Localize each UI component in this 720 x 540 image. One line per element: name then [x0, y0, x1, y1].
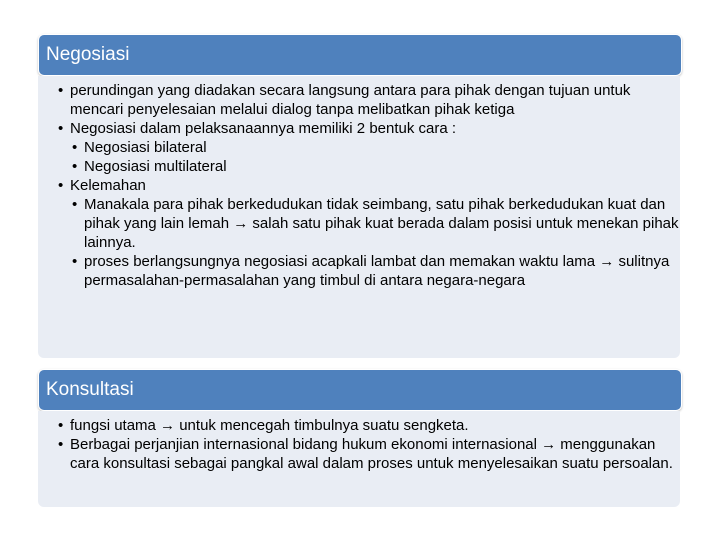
list-item-text: Manakala para pihak berkedudukan tidak seimbang, satu pihak berkedudukan kuat dan pihak yang lain lemah → salah satu pihak kuat berada dalam posisi untuk menekan pihak lainnya. [84, 196, 679, 251]
bullet: • [58, 417, 64, 434]
bullet: • [58, 177, 64, 194]
bullet: • [72, 158, 78, 175]
list-item [72, 195, 680, 252]
list-item [58, 416, 680, 435]
section-header-negosiasi [38, 34, 682, 76]
list-item [72, 252, 680, 290]
list-item-text: fungsi utama → untuk mencegah timbulnya suatu sengketa. [70, 417, 469, 434]
bullet: • [72, 196, 78, 213]
section-header-konsultasi [38, 369, 682, 411]
bullet: • [58, 82, 64, 99]
bullet: • [72, 139, 78, 156]
bullet: • [58, 436, 64, 453]
section-body-negosiasi [38, 76, 680, 358]
list-item [72, 138, 680, 157]
list-item [58, 81, 680, 119]
list-item-text: proses berlangsungnya negosiasi acapkali lambat dan memakan waktu lama → sulitnya permasalahan-permasalahan yang timbul di antara negara-negara [84, 253, 670, 289]
list-item-text: Negosiasi bilateral [84, 139, 207, 156]
list-item [58, 119, 680, 138]
list-item-text: Negosiasi dalam pelaksanaannya memiliki 2 bentuk cara : [70, 120, 457, 137]
list-item-text: Negosiasi multilateral [84, 158, 227, 175]
section-body-konsultasi [38, 411, 680, 507]
list-item [72, 157, 680, 176]
list-item [58, 176, 680, 195]
list-item-text: Berbagai perjanjian internasional bidang hukum ekonomi internasional → menggunakan cara konsultasi sebagai pangkal awal dalam proses untuk menyelesaikan suatu persoalan. [70, 436, 673, 472]
section-title-negosiasi: Negosiasi [46, 44, 130, 65]
bullet: • [72, 253, 78, 270]
list-item [58, 435, 680, 473]
list-item-text: Kelemahan [70, 177, 146, 194]
bullet: • [58, 120, 64, 137]
section-title-konsultasi: Konsultasi [46, 379, 134, 400]
list-item-text: perundingan yang diadakan secara langsung antara para pihak dengan tujuan untuk mencari penyelesaian melalui dialog tanpa melibatkan pihak ketiga [70, 82, 631, 118]
